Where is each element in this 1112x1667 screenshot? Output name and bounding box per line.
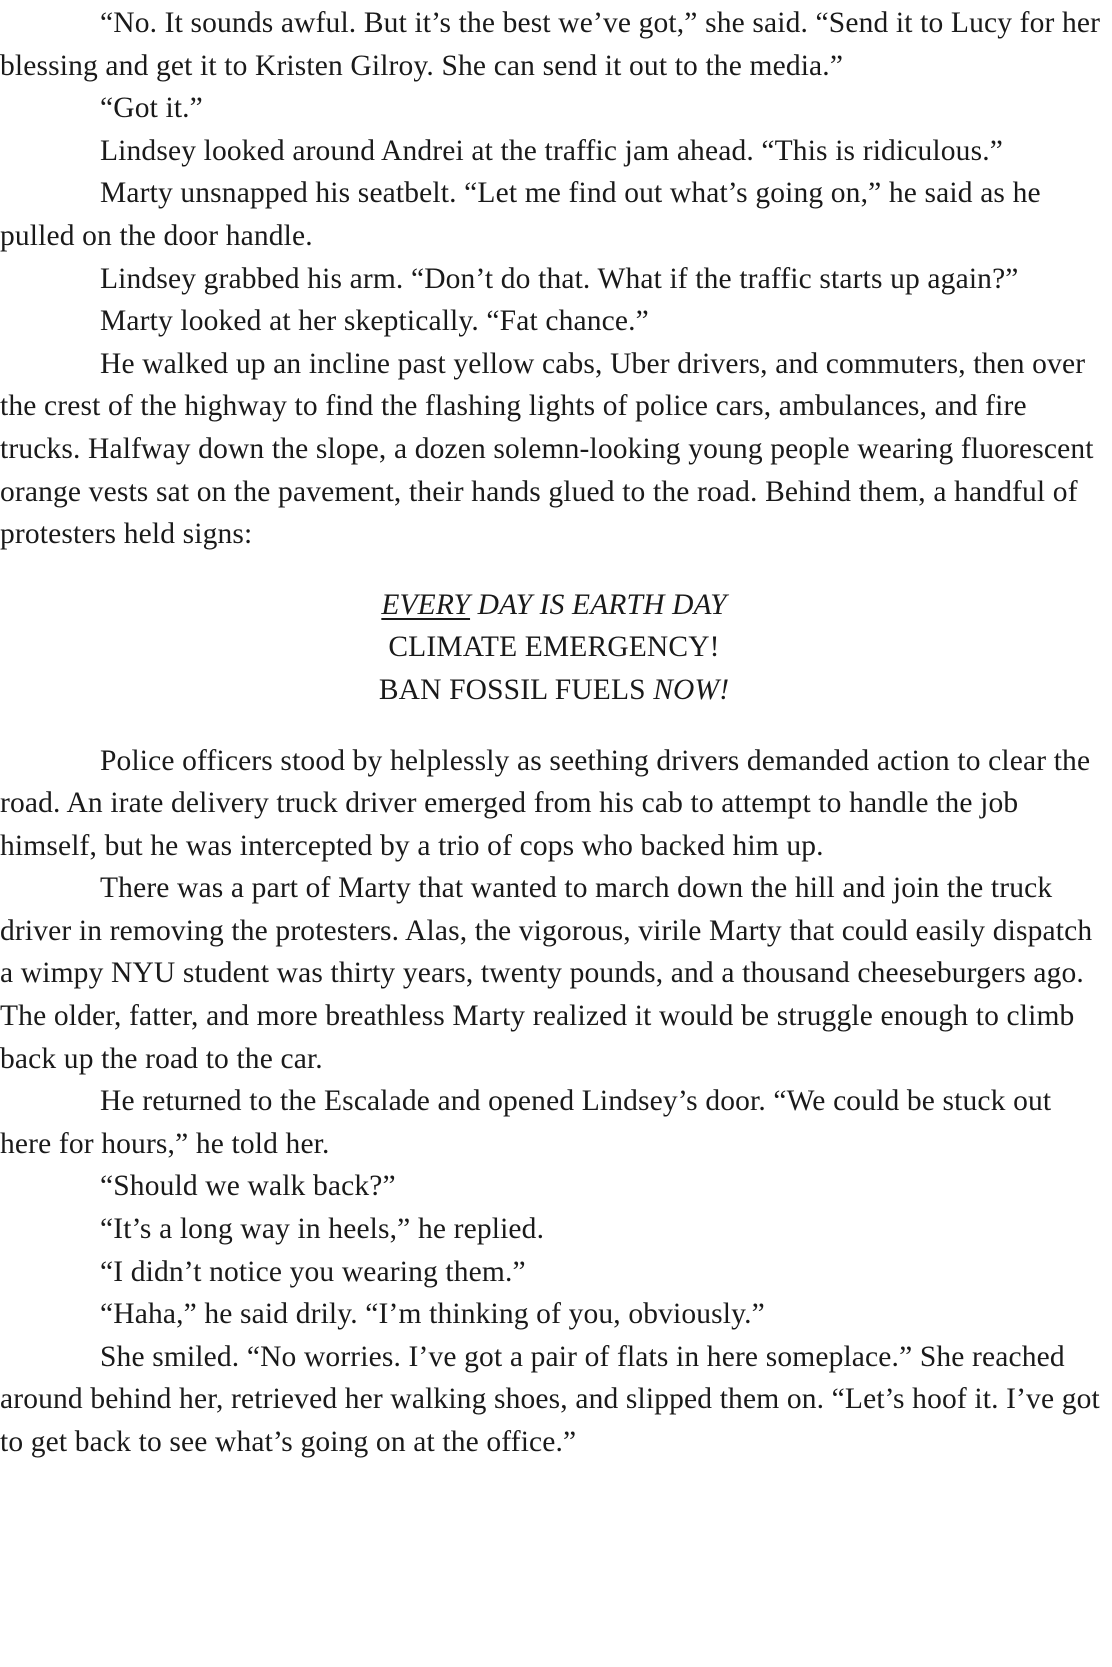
- paragraph: “I didn’t notice you wearing them.”: [100, 1255, 526, 1288]
- sign-emphasis-every: EVERY: [381, 588, 471, 621]
- paragraph: She smiled. “No worries. I’ve got a pair of flats in here someplace.” She reached around behind her, retrieved her walking shoes, and slipped them on. “Let’s hoof it. I’ve got to get back to see what’s going on at the office.”: [0, 1340, 1100, 1458]
- sign-emphasis-now: NOW!: [653, 673, 730, 706]
- paragraph: “No. It sounds awful. But it’s the best we’ve got,” she said. “Send it to Lucy for her blessing and get it to Kristen Gilroy. She can send it out to the media.”: [0, 7, 1101, 82]
- paragraph: Marty looked at her skeptically. “Fat chance.”: [100, 305, 649, 338]
- paragraph: “Should we walk back?”: [100, 1170, 396, 1203]
- paragraph: Lindsey grabbed his arm. “Don’t do that. What if the traffic starts up again?”: [100, 262, 1019, 295]
- sign-line-2: CLIMATE EMERGENCY!: [388, 631, 720, 664]
- paragraph: He returned to the Escalade and opened Lindsey’s door. “We could be stuck out here for hours,” he told her.: [0, 1085, 1052, 1160]
- paragraph: “Haha,” he said drily. “I’m thinking of you, obviously.”: [100, 1298, 765, 1331]
- sign-line-3: [0, 669, 1108, 712]
- sign-line-1: [0, 584, 1108, 627]
- paragraph: Police officers stood by helplessly as seething drivers demanded action to clear the road. An irate delivery truck driver emerged from his cab to attempt to handle the job himself, but he was intercepted by a trio of cops who backed him up.: [0, 744, 1091, 862]
- paragraph: “Got it.”: [100, 92, 203, 125]
- paragraph: He walked up an incline past yellow cabs, Uber drivers, and commuters, then over the crest of the highway to find the flashing lights of police cars, ambulances, and fire trucks. Halfway down the slope, a dozen solemn-looking young people wearing fluorescent orange vests sat on the pavement, their hands glued to the road. Behind them, a handful of protesters held signs:: [0, 347, 1094, 551]
- sign-line-3-start: BAN FOSSIL FUELS: [378, 673, 654, 706]
- body-text: [0, 2, 1108, 1464]
- paragraph: Marty unsnapped his seatbelt. “Let me find out what’s going on,” he said as he pulled on the door handle.: [0, 177, 1041, 252]
- paragraph: There was a part of Marty that wanted to march down the hill and join the truck driver in removing the protesters. Alas, the vigorous, virile Marty that could easily dispatch a wimpy NYU student was thirty years, twenty pounds, and a thousand cheeseburgers ago. The older, fatter, and more breathless Marty realized it would be struggle enough to climb back up the road to the car.: [0, 872, 1093, 1075]
- sign-line-1-rest: DAY IS EARTH DAY: [470, 588, 727, 621]
- paragraph: Lindsey looked around Andrei at the traffic jam ahead. “This is ridiculous.”: [100, 134, 1003, 167]
- paragraph: “It’s a long way in heels,” he replied.: [100, 1213, 545, 1246]
- protest-signs-block: [0, 584, 1108, 712]
